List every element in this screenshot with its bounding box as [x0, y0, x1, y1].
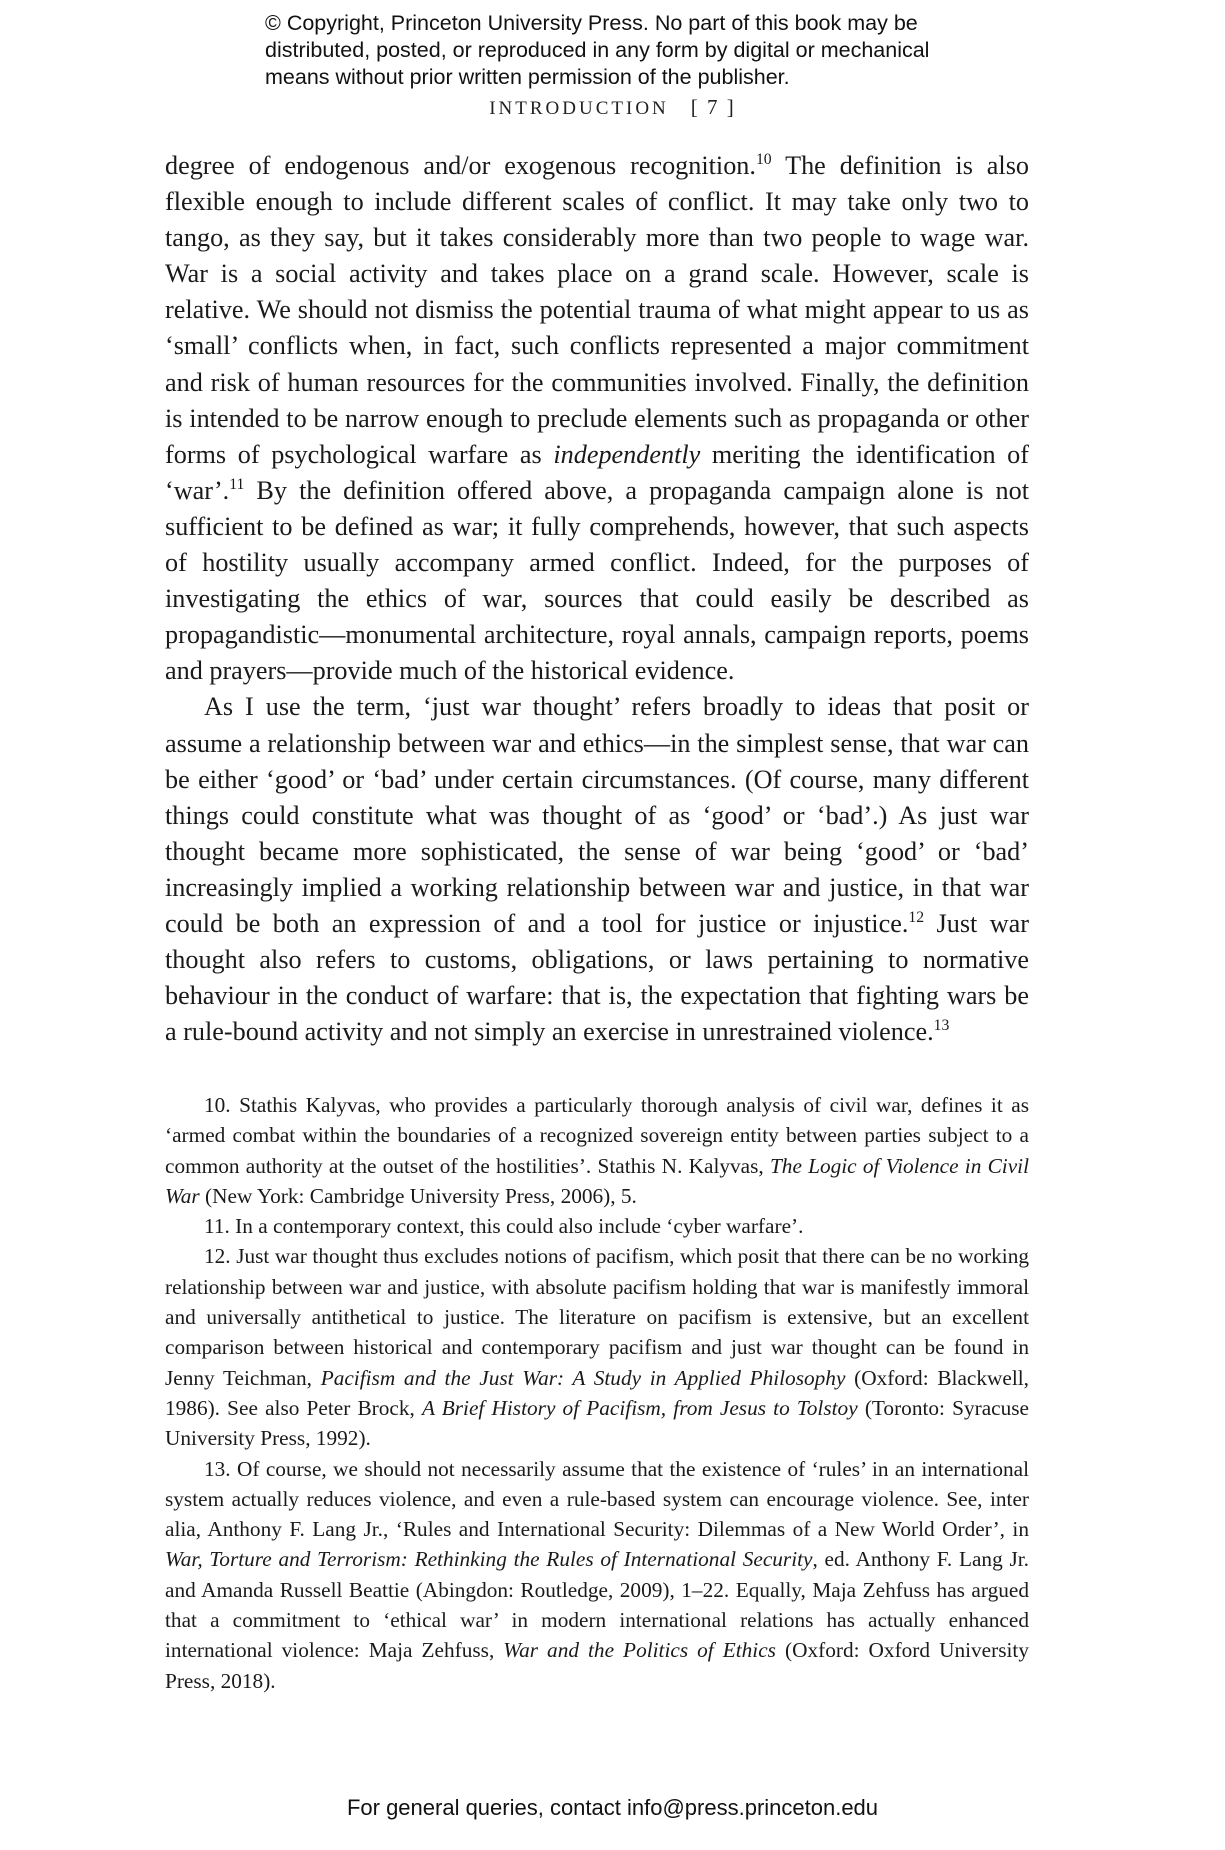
book-title: The Logic of Violence in Civil War: [165, 1153, 1029, 1208]
text-run: 11. In a contemporary context, this could also include ‘cyber warfare’.: [204, 1214, 804, 1239]
footnote-ref-10[interactable]: 10: [755, 150, 772, 168]
text-run: meriting the identification of ‘war’.: [165, 439, 1029, 505]
text-run: (Oxford: Blackwell, 1986). See also Peter Brock,: [165, 1365, 1029, 1420]
footnote-ref-13[interactable]: 13: [933, 1017, 950, 1035]
text-run: (Oxford: Oxford University Press, 2018).: [165, 1638, 1029, 1693]
footnote-10: [165, 1090, 1029, 1211]
book-title: A Brief History of Pacifism, from Jesus to Tolstoy: [421, 1395, 858, 1420]
text-run: By the definition offered above, a propaganda campaign alone is not sufficient to be defined as war; it fully comprehends, however, that such aspects of hostility usually accompany armed conflict. Indeed, for the purposes of investigating the ethics of war, sources that could easily be described as propagandistic—monumental architecture, royal annals, campaign reports, poems and prayers—provide much of the historical evidence.: [165, 475, 1029, 686]
book-title: War, Torture and Terrorism: Rethinking the Rules of International Security: [165, 1547, 813, 1572]
book-title: War and the Politics of Ethics: [503, 1638, 776, 1663]
text-run: 13. Of course, we should not necessarily assume that the existence of ‘rules’ in an international system actually reduces violence, and even a rule-based system can encourage violence. See, inter alia, Anthony F. Lang Jr., ‘Rules and International Security: Dilemmas of a New World Order’, in: [165, 1456, 1029, 1542]
text-run: (Toronto: Syracuse University Press, 1992).: [165, 1395, 1029, 1451]
text-run: As I use the term, ‘just war thought’ refers broadly to ideas that posit or assume a relationship between war and ethics—in the simplest sense, that war can be either ‘good’ or ‘bad’ under certain circumstances. (Of course, many different things could constitute what was thought of as ‘good’ or ‘bad’.) As just war thought became more sophisticated, the sense of war being ‘good’ or ‘bad’ increasingly implied a working relationship between war and justice, in that war could be both an expression of and a tool for justice or injustice.: [165, 692, 1029, 938]
copyright-line: © Copyright, Princeton University Press. No part of this book may be: [265, 11, 918, 35]
text-run: Just war thought also refers to customs, obligations, or laws pertaining to normative behaviour in the conduct of warfare: that is, the expectation that fighting wars be a rule-bound activity and not simply an exercise in unrestrained violence.: [165, 908, 1029, 1047]
emphasis: independently: [553, 439, 701, 469]
copyright-notice: [265, 10, 1005, 91]
book-title: Pacifism and the Just War: A Study in Applied Philosophy: [320, 1365, 846, 1390]
running-head: [0, 95, 1225, 120]
main-text: [165, 148, 1029, 1050]
footnote-ref-11[interactable]: 11: [229, 475, 245, 493]
footnote-13: [165, 1454, 1029, 1696]
section-title: INTRODUCTION: [489, 98, 669, 119]
footnote-11: [165, 1211, 1029, 1241]
paragraph: [165, 148, 1029, 689]
copyright-line: distributed, posted, or reproduced in any form by digital or mechanical: [265, 38, 930, 62]
footnotes: [165, 1090, 1029, 1696]
text-run: 10. Stathis Kalyvas, who provides a particularly thorough analysis of civil war, defines it as ‘armed combat within the boundaries of a recognized sovereign entity between parties subject to a common authority at the outset of the hostilities’. Stathis N. Kalyvas,: [165, 1093, 1029, 1178]
text-run: 12. Just war thought thus excludes notions of pacifism, which posit that there can be no working relationship between war and justice, with absolute pacifism holding that war is manifestly immoral and universally antithetical to justice. The literature on pacifism is extensive, but an excellent comparison between historical and contemporary pacifism and just war thought can be found in Jenny Teichman,: [165, 1244, 1029, 1390]
footnote-ref-12[interactable]: 12: [908, 908, 925, 926]
page-number: [ 7 ]: [690, 95, 736, 119]
copyright-line: means without prior written permission of the publisher.: [265, 65, 790, 89]
paragraph: [165, 689, 1029, 1050]
text-run: (New York: Cambridge University Press, 2006), 5.: [199, 1183, 637, 1208]
text-run: The definition is also flexible enough to include different scales of conflict. It may take only two to tango, as they say, but it takes considerably more than two people to wage war. War is a social activity and takes place on a grand scale. However, scale is relative. We should not dismiss the potential trauma of what might appear to us as ‘small’ conflicts when, in fact, such conflicts represented a major commitment and risk of human resources for the communities involved. Finally, the definition is intended to be narrow enough to preclude elements such as propaganda or other forms of psychological warfare as: [165, 151, 1029, 469]
text-run: degree of endogenous and/or exogenous recognition.: [165, 151, 756, 180]
contact-footer: For general queries, contact info@press.princeton.edu: [346, 1795, 879, 1820]
text-run: , ed. Anthony F. Lang Jr. and Amanda Russell Beattie (Abingdon: Routledge, 2009), 1–22. Equally, Maja Zehfuss has argued that a commitment to ‘ethical war’ in modern international relations has actually enhanced international violence: Maja Zehfuss,: [165, 1547, 1029, 1663]
footnote-12: [165, 1241, 1029, 1453]
